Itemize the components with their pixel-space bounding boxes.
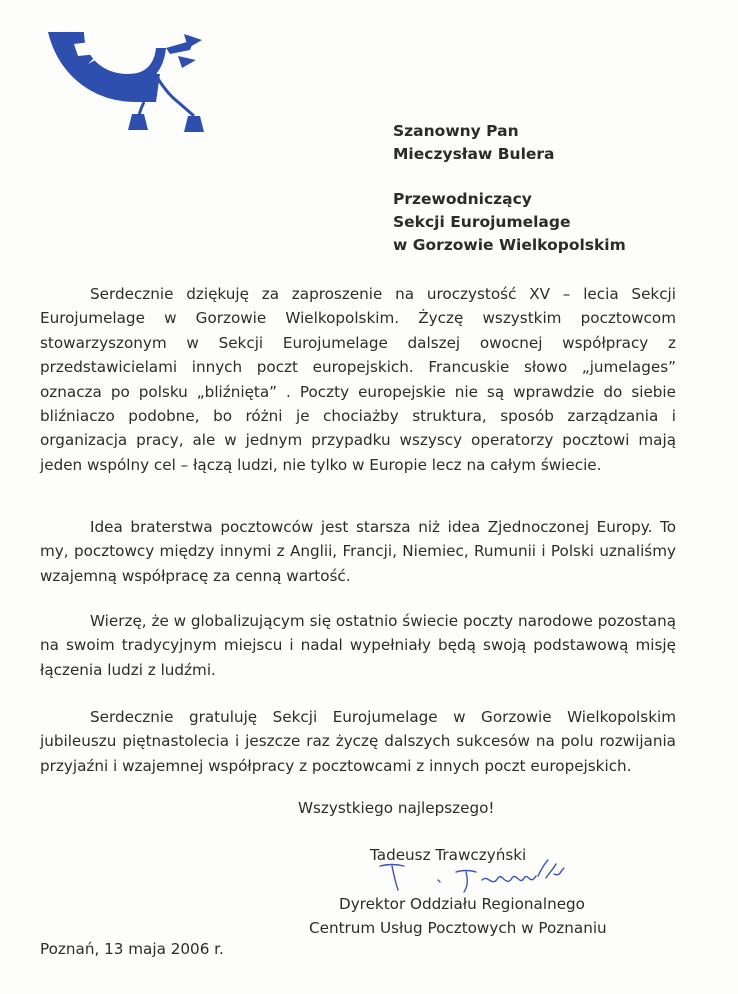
paragraph-4: Serdecznie gratuluję Sekcji Eurojumelage w Gorzowie Wielkopolskim jubileuszu piętnastolecia i jeszcze raz życzę dalszych sukcesów na polu rozwijania przyjaźni i wzajemnej współpracy z pocztowcami z innych poczt europejskich. [40,708,676,775]
addressee-role: Przewodniczący [393,190,532,208]
addressee-city: w Gorzowie Wielkopolskim [393,236,626,254]
addressee-name: Mieczysław Bulera [393,145,555,163]
signer-organization: Centrum Usług Pocztowych w Poznaniu [309,919,607,937]
signer-name: Tadeusz Trawczyński [370,846,527,864]
closing-line: Wszystkiego najlepszego! [298,799,495,817]
paragraph-2: Idea braterstwa pocztowców jest starsza niż idea Zjednoczonej Europy. To my, pocztowcy między innymi z Anglii, Francji, Niemiec, Rumunii i Polski uznaliśmy wzajemną współpracę za cenną wartość. [40,518,676,585]
paragraph-3: Wierzę, że w globalizującym się ostatnio świecie poczty narodowe pozostaną na swoim tradycyjnym miejscu i nadal wypełniały będą swoją podstawową misję łączenia ludzi z ludźmi. [40,612,676,679]
addressee-block [393,120,626,257]
posthorn-logo [44,26,204,134]
place-date: Poznań, 13 maja 2006 r. [40,940,224,958]
salutation: Szanowny Pan [393,122,519,140]
handwritten-signature [378,858,588,898]
paragraph-1: Serdecznie dziękuję za zaproszenie na uroczystość XV – lecia Sekcji Eurojumelage w Gorzowie Wielkopolskim. Życzę wszystkim pocztowcom stowarzyszonym w Sekcji Eurojumelage dalszej owocnej współpracy z przedstawicielami innych poczt europejskich. Francuskie słowo „jumelages” oznacza po polsku „bliźnięta” . Poczty europejskie nie są wprawdzie do siebie bliźniaczo podobne, bo różni je chociażby struktura, sposób zarządzania i organizacja pracy, ale w jednym przypadku wszyscy operatorzy pocztowi mają jeden wspólny cel – łączą ludzi, nie tylko w Europie lecz na całym świecie. [40,285,676,474]
signer-title: Dyrektor Oddziału Regionalnego [339,895,585,913]
addressee-section: Sekcji Eurojumelage [393,213,571,231]
